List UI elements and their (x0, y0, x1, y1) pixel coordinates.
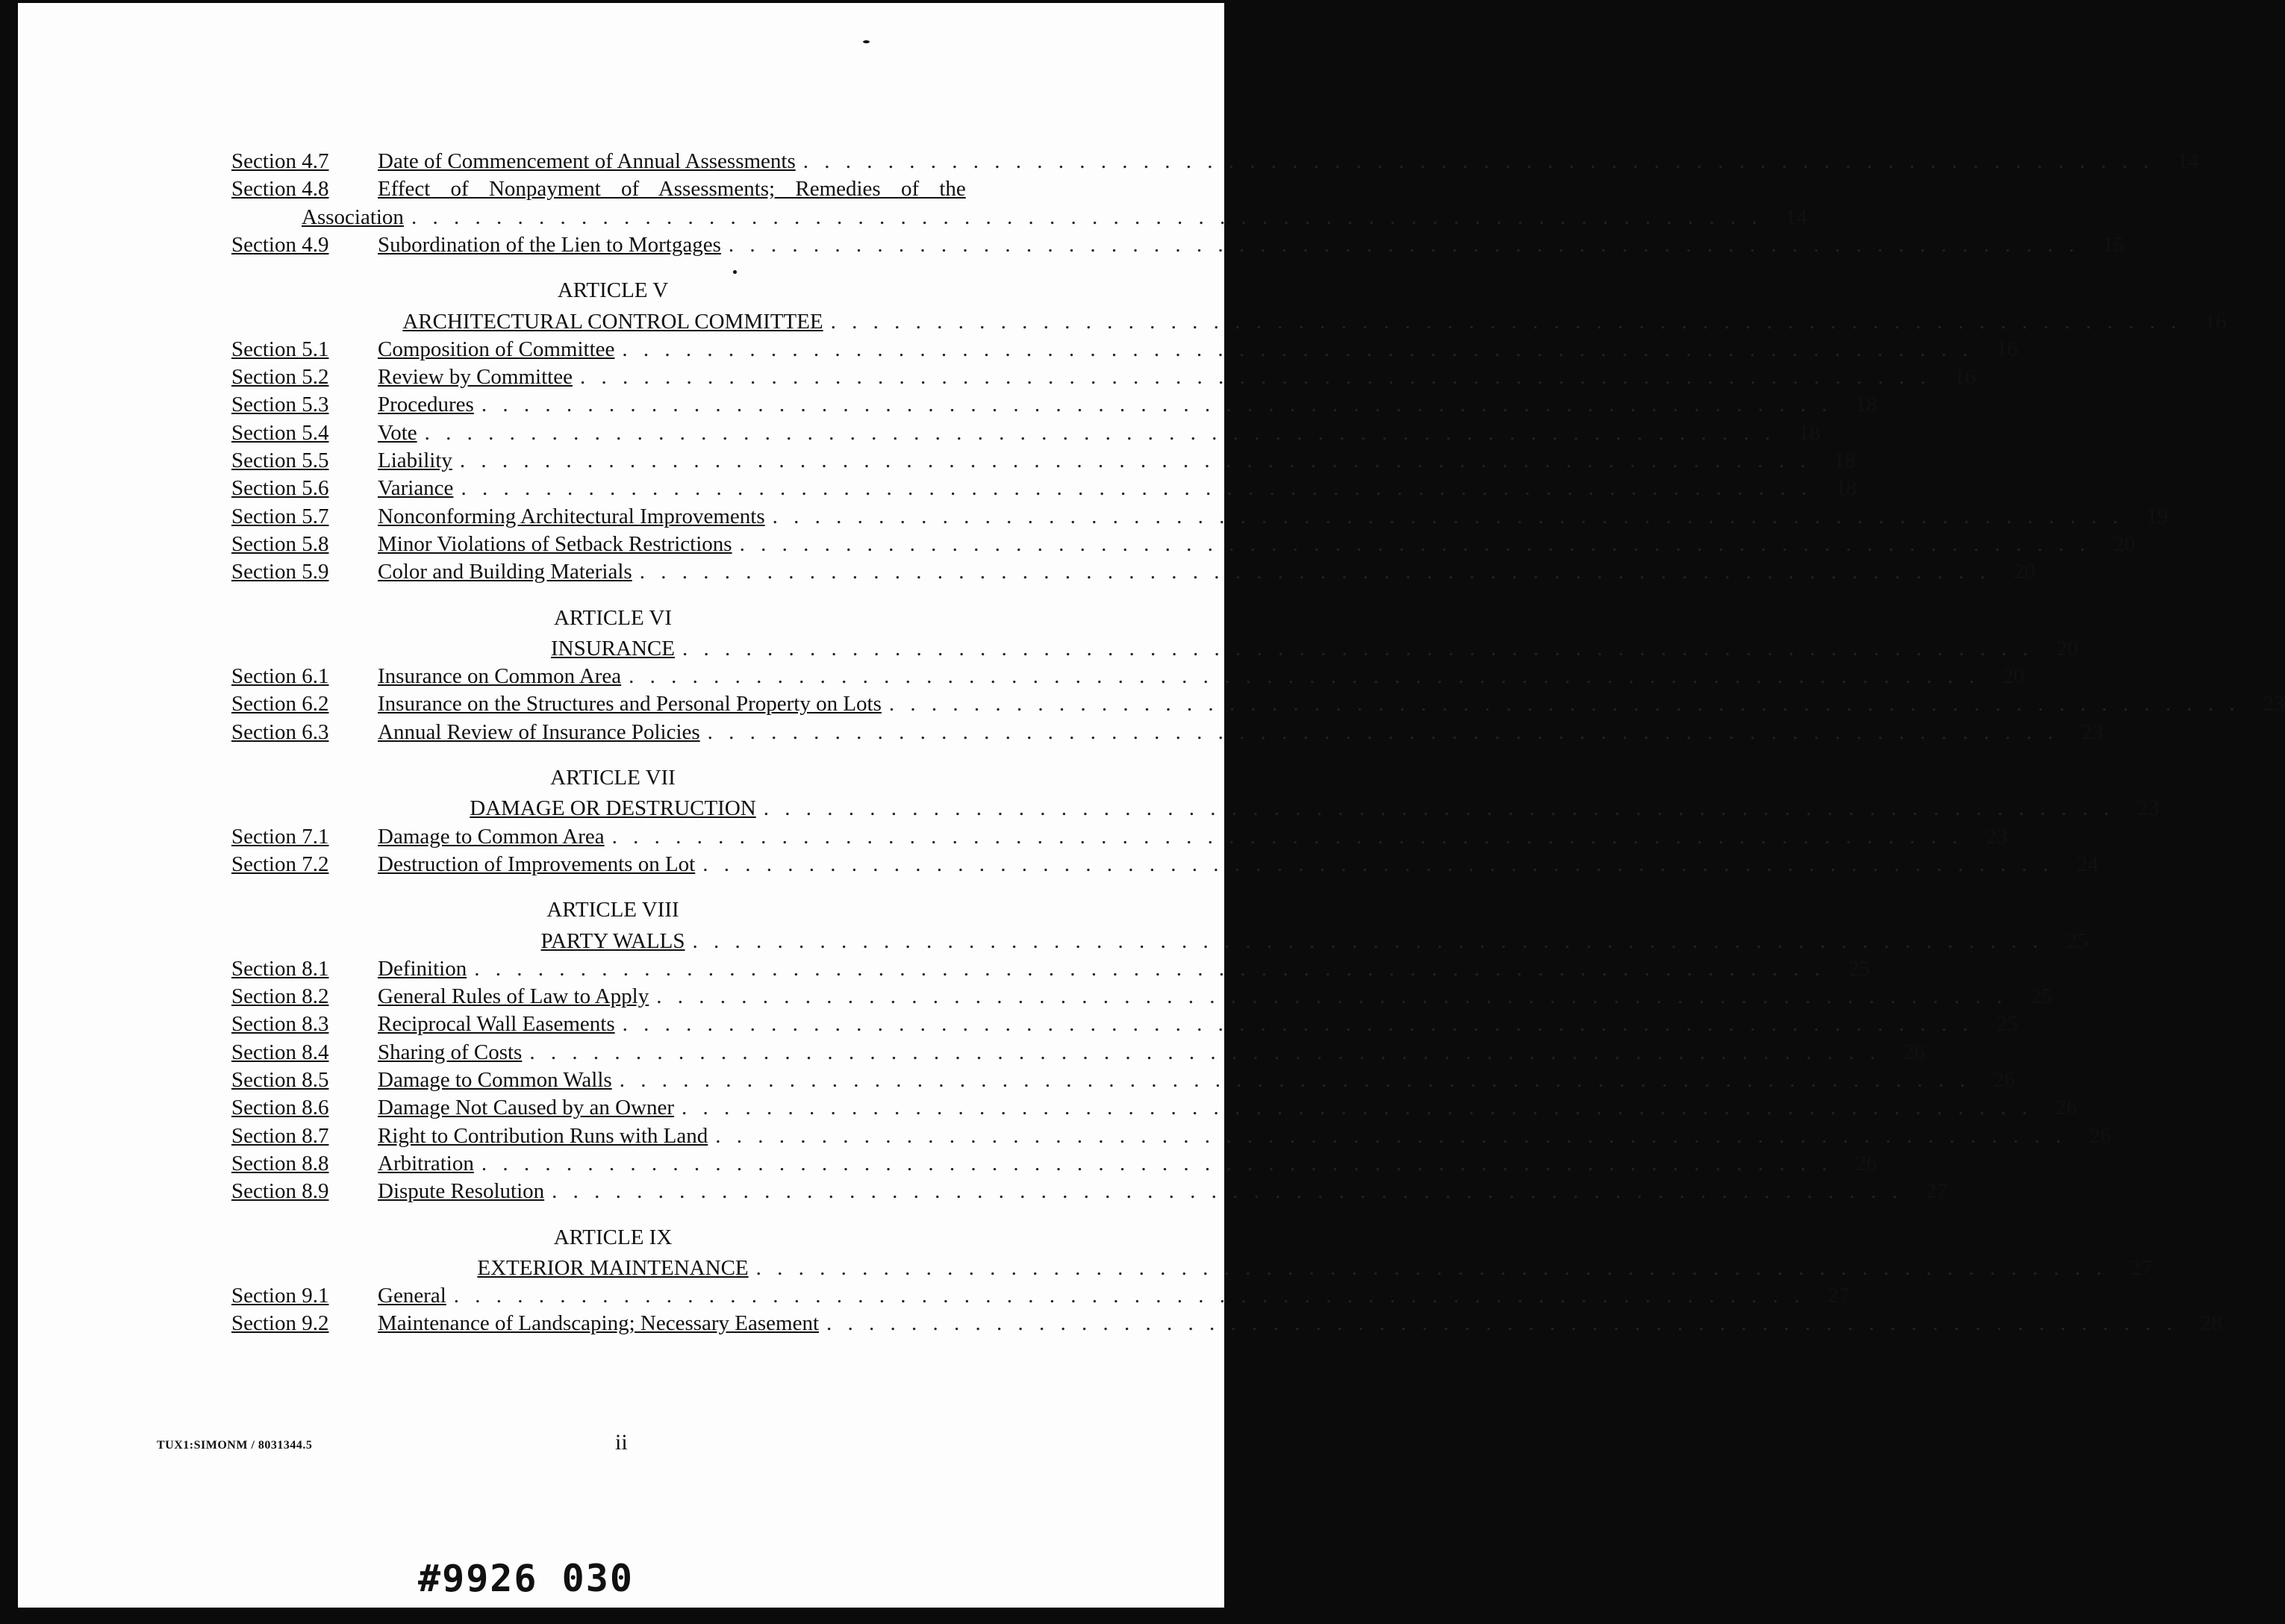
section-title[interactable]: Insurance on Common Area (378, 664, 622, 689)
section-number[interactable]: Section 8.5 (231, 1068, 329, 1092)
section-number[interactable]: Section 7.2 (231, 852, 329, 876)
section-number[interactable]: Section 5.8 (231, 531, 329, 556)
section-number[interactable]: Section 6.2 (231, 692, 329, 716)
article-number: ARTICLE VI (553, 605, 672, 630)
article-heading-row[interactable] (231, 632, 2078, 662)
section-title[interactable]: General (378, 1284, 446, 1308)
section-title[interactable]: Minor Violations of Setback Restrictions (378, 531, 732, 556)
toc-entry-continuation[interactable] (302, 201, 1807, 231)
article-number: ARTICLE V (557, 278, 669, 303)
leader-dots: . . . . . . . . . . . . . . . . . . . . . . . . . . . . . . . . . . . . . . . . . . . . . . . . . . . . . . . . . . . . . . . . (474, 956, 1825, 981)
leader-dots: . . . . . . . . . . . . . . . . . . . . . . . . . . . . . . . . . . . . . . . . . . . . . . . . . . . . . . . . . . . . . . . . (552, 1179, 1903, 1204)
section-title[interactable]: Composition of Committee (378, 337, 615, 361)
leader-dots: . . . . . . . . . . . . . . . . . . . . . . . . . . . . . . . . . . . . . . . . . . . . . . . . . . . . . . . . . . . . . . . . (579, 365, 1931, 390)
toc-entry[interactable] (231, 360, 1976, 390)
page-ref: 16 (1954, 365, 1976, 390)
page-ref: 16 (2204, 309, 2227, 334)
page-number: ii (615, 1430, 628, 1455)
toc-entry[interactable] (231, 952, 1870, 982)
section-number[interactable]: Section 4.7 (231, 149, 329, 173)
toc-entry[interactable] (231, 472, 1857, 502)
page-ref: 18 (1798, 420, 1821, 445)
section-title[interactable]: Variance (378, 476, 454, 501)
leader-dots: . . . . . . . . . . . . . . . . . . . . . . . . . . . . . . . . . . . . . . . . . . . . . . . . . . . . . . . . . . . . . . . . (826, 1311, 2178, 1336)
section-number[interactable]: Section 8.2 (231, 984, 329, 1009)
section-title[interactable]: Destruction of Improvements on Lot (378, 852, 696, 876)
leader-dots: . . . . . . . . . . . . . . . . . . . . . . . . . . . . . . . . . . . . . . . . . . . . . . . . . . . . . . . . . . . . . . . . (702, 852, 2054, 876)
section-number[interactable]: Section 5.4 (231, 420, 329, 445)
page-ref: 20 (2056, 636, 2078, 660)
page-ref: 28 (2200, 1311, 2222, 1336)
section-title[interactable]: General Rules of Law to Apply (378, 984, 649, 1009)
page-ref: 26 (1855, 1151, 1877, 1175)
section-title[interactable]: Liability (378, 449, 452, 472)
section-title[interactable]: Sharing of Costs (378, 1040, 523, 1064)
section-number[interactable]: Section 8.9 (231, 1179, 329, 1204)
leader-dots: . . . . . . . . . . . . . . . . . . . . . . . . . . . . . . . . . . . . . . . . . . . . . . . . . . . . . . . . . . . . . . . . (763, 796, 2115, 821)
article-number: ARTICLE VII (550, 766, 676, 790)
page-ref: 18 (1835, 476, 1857, 501)
leader-dots: . . . . . . . . . . . . . . . . . . . . . . . . . . . . . . . . . . . . . . . . . . . . . . . . . . . . . . . . . . . . . . . . (682, 636, 2033, 660)
section-number[interactable]: Section 5.5 (231, 449, 329, 472)
page-ref: 23 (1986, 824, 2008, 849)
leader-dots: . . . . . . . . . . . . . . . . . . . . . . . . . . . . . . . . . . . . . . . . . . . . . . . . . . . . . . . . . . . . . . . . (629, 664, 1980, 689)
leader-dots: . . . . . . . . . . . . . . . . . . . . . . . . . . . . . . . . . . . . . . . . . . . . . . . . . . . . . . . . . . . . . . . . (622, 1012, 1974, 1037)
article-number: ARTICLE IX (553, 1225, 673, 1249)
leader-dots: . . . . . . . . . . . . . . . . . . . . . . . . . . . . . . . . . . . . . . . . . . . . . . . . . . . . . . . . . . . . . . . . (639, 560, 1991, 584)
scan-speck (863, 40, 870, 43)
document-page (18, 3, 2285, 1608)
section-title[interactable]: Nonconforming Architectural Improvements (378, 504, 765, 528)
section-title[interactable]: Dispute Resolution (378, 1179, 545, 1204)
leader-dots: . . . . . . . . . . . . . . . . . . . . . . . . . . . . . . . . . . . . . . . . . . . . . . . . . . . . . . . . . . . . . . . . (424, 420, 1776, 445)
document-id: TUX1:SIMONM / 8031344.5 (157, 1439, 313, 1452)
page-ref: 27 (2130, 1255, 2152, 1280)
leader-dots: . . . . . . . . . . . . . . . . . . . . . . . . . . . . . . . . . . . . . . . . . . . . . . . . . . . . . . . . . . . . . . . . (611, 824, 1963, 849)
section-title[interactable]: Subordination of the Lien to Mortgages (378, 232, 721, 257)
toc-entry[interactable] (231, 687, 2285, 717)
toc-entry[interactable] (231, 848, 2098, 878)
page-ref: 24 (2077, 852, 2098, 876)
section-title[interactable]: Effect of Nonpayment of Assessments; Remedies of the (378, 177, 966, 202)
toc-entry[interactable] (231, 1175, 1948, 1205)
page-ref: 27 (1827, 1284, 1850, 1308)
section-number[interactable]: Section 8.1 (231, 956, 329, 981)
page-ref: 26 (2055, 1096, 2077, 1120)
section-title[interactable]: Color and Building Materials (378, 560, 632, 584)
leader-dots: . . . . . . . . . . . . . . . . . . . . . . . . . . . . . . . . . . . . . . . . . . . . . . . . . . . . . . . . . . . . . . . . (481, 393, 1833, 417)
leader-dots: . . . . . . . . . . . . . . . . . . . . . . . . . . . . . . . . . . . . . . . . . . . . . . . . . . . . . . . . . . . . . . . . (830, 309, 2182, 334)
article-title[interactable]: EXTERIOR MAINTENANCE (477, 1255, 749, 1280)
leader-dots: . . . . . . . . . . . . . . . . . . . . . . . . . . . . . . . . . . . . . . . . . . . . . . . . . . . . . . . . . . . . . . . . (622, 337, 1974, 361)
toc-entry[interactable] (231, 172, 1047, 202)
section-number[interactable]: Section 8.3 (231, 1012, 329, 1037)
section-title[interactable]: Arbitration (378, 1151, 474, 1175)
page-ref: 23 (2263, 692, 2285, 716)
leader-dots: . . . . . . . . . . . . . . . . . . . . . . . . . . . . . . . . . . . . . . . . . . . . . . . . . . . . . . . . . . . . . . . . (755, 1255, 2107, 1280)
article-title[interactable]: INSURANCE (551, 636, 675, 660)
leader-dots: . . . . . . . . . . . . . . . . . . . . . . . . . . . . . . . . . . . . . . . . . . . . . . . . . . . . . . . . . . . . . . . . (728, 232, 2080, 257)
section-number[interactable]: Section 5.7 (231, 504, 329, 528)
leader-dots: . . . . . . . . . . . . . . . . . . . . . . . . . . . . . . . . . . . . . . . . . . . . . . . . . . . . . . . . . . . . . . . . (481, 1151, 1833, 1175)
toc-entry[interactable] (231, 500, 2169, 530)
section-number[interactable]: Section 8.7 (231, 1123, 329, 1148)
section-title[interactable]: Maintenance of Landscaping; Necessary Easement (378, 1311, 820, 1336)
toc-entry[interactable] (231, 1091, 2077, 1121)
leader-dots: . . . . . . . . . . . . . . . . . . . . . . . . . . . . . . . . . . . . . . . . . . . . . . . . . . . . . . . . . . . . . . . . (707, 719, 2059, 744)
page-ref: 19 (2146, 504, 2169, 528)
toc-entry[interactable] (231, 1279, 1850, 1309)
page-ref: 25 (2066, 928, 2089, 953)
section-number[interactable]: Section 9.2 (231, 1311, 329, 1336)
page-ref: 14 (2177, 149, 2199, 173)
page-ref: 25 (1996, 1012, 2019, 1037)
section-title[interactable]: Date of Commencement of Annual Assessments (378, 149, 796, 173)
toc-entry[interactable] (231, 1119, 2112, 1149)
page-ref: 26 (2089, 1123, 2112, 1148)
section-title[interactable]: Review by Committee (378, 365, 573, 390)
leader-dots: . . . . . . . . . . . . . . . . . . . . . . . . . . . . . . . . . . . . . . . . . . . . . . . . . . . . . . . . . . . . . . . . (739, 531, 2091, 556)
toc-entry[interactable] (231, 1064, 2016, 1093)
toc-entry[interactable] (231, 1008, 2019, 1037)
section-number[interactable]: Section 5.9 (231, 560, 329, 584)
section-number[interactable]: Section 5.3 (231, 393, 329, 417)
toc-entry[interactable] (231, 228, 2125, 258)
page-ref: 25 (1848, 956, 1870, 981)
section-number[interactable]: Section 5.2 (231, 365, 329, 390)
leader-dots: . . . . . . . . . . . . . . . . . . . . . . . . . . . . . . . . . . . . . . . . . . . . . . . . . . . . . . . . . . . . . . . . (692, 928, 2044, 953)
section-title[interactable]: Reciprocal Wall Easements (378, 1012, 615, 1037)
article-heading-row[interactable] (231, 305, 2227, 335)
page-ref: 15 (2102, 232, 2125, 257)
section-title-continued[interactable]: Association (302, 204, 404, 229)
toc-entry[interactable] (231, 145, 2199, 175)
article-title[interactable]: PARTY WALLS (540, 928, 685, 953)
section-title[interactable]: Vote (378, 420, 417, 445)
section-number[interactable]: Section 6.1 (231, 664, 329, 689)
article-heading-row[interactable] (231, 1252, 2152, 1281)
leader-dots: . . . . . . . . . . . . . . . . . . . . . . . . . . . . . . . . . . . . . . . . . . . . . . . . . . . . . . . . . . . . . . . . (459, 449, 1811, 472)
section-title[interactable]: Definition (378, 956, 467, 981)
page-ref: 25 (2030, 984, 2052, 1009)
leader-dots: . . . . . . . . . . . . . . . . . . . . . . . . . . . . . . . . . . . . . . . . . . . . . . . . . . . . . . . . . . . . . . . . (461, 476, 1812, 501)
article-heading-row[interactable] (231, 925, 2089, 955)
bates-stamp: #9926 030 (418, 1557, 634, 1600)
section-number[interactable]: Section 4.8 (231, 177, 329, 202)
toc-entry[interactable] (231, 444, 1856, 474)
section-title[interactable]: Annual Review of Insurance Policies (378, 719, 700, 744)
toc-entry[interactable] (231, 660, 2024, 690)
article-heading-row[interactable] (231, 792, 2160, 822)
section-number[interactable]: Section 8.4 (231, 1040, 329, 1064)
section-number[interactable]: Section 9.1 (231, 1284, 329, 1308)
section-number[interactable]: Section 8.6 (231, 1096, 329, 1120)
section-number[interactable]: Section 5.6 (231, 476, 329, 501)
toc-entry[interactable] (231, 528, 2136, 558)
scan-speck (733, 270, 737, 274)
page-ref: 14 (1785, 204, 1807, 229)
page-ref: 26 (1904, 1040, 1926, 1064)
section-title[interactable]: Damage to Common Area (378, 824, 605, 849)
page-ref: 18 (1855, 393, 1877, 417)
leader-dots: . . . . . . . . . . . . . . . . . . . . . . . . . . . . . . . . . . . . . . . . . . . . . . . . . . . . . . . . . . . . . . . . (656, 984, 2007, 1009)
section-number[interactable]: Section 8.8 (231, 1151, 329, 1175)
leader-dots: . . . . . . . . . . . . . . . . . . . . . . . . . . . . . . . . . . . . . . . . . . . . . . . . . . . . . . . . . . . . . . . . (802, 149, 2154, 173)
section-number[interactable]: Section 7.1 (231, 824, 329, 849)
toc-entry[interactable] (231, 388, 1877, 418)
toc-entry[interactable] (231, 1307, 2222, 1337)
section-number[interactable]: Section 6.3 (231, 719, 329, 744)
leader-dots: . . . . . . . . . . . . . . . . . . . . . . . . . . . . . . . . . . . . . . . . . . . . . . . . . . . . . . . . . . . . . . . . (453, 1284, 1805, 1308)
leader-dots: . . . . . . . . . . . . . . . . . . . . . . . . . . . . . . . . . . . . . . . . . . . . . . . . . . . . . . . . . . . . . . . . (682, 1096, 2033, 1120)
page-ref: 20 (2002, 664, 2024, 689)
section-title[interactable]: Damage Not Caused by an Owner (378, 1096, 675, 1120)
leader-dots: . . . . . . . . . . . . . . . . . . . . . . . . . . . . . . . . . . . . . . . . . . . . . . . . . . . . . . . . . . . . . . . . (888, 692, 2240, 716)
section-title[interactable]: Right to Contribution Runs with Land (378, 1123, 708, 1148)
section-title[interactable]: Procedures (378, 393, 474, 417)
article-title[interactable]: DAMAGE OR DESTRUCTION (470, 796, 756, 821)
page-ref: 23 (2137, 796, 2160, 821)
section-number[interactable]: Section 4.9 (231, 232, 329, 257)
section-title[interactable]: Insurance on the Structures and Personal Property on Lots (378, 692, 882, 716)
article-number: ARTICLE VIII (546, 898, 679, 922)
leader-dots: . . . . . . . . . . . . . . . . . . . . . . . . . . . . . . . . . . . . . . . . . . . . . . . . . . . . . . . . . . . . . . . . (772, 504, 2124, 528)
leader-dots: . . . . . . . . . . . . . . . . . . . . . . . . . . . . . . . . . . . . . . . . . . . . . . . . . . . . . . . . . . . . . . . . (529, 1040, 1881, 1064)
page-ref: 26 (1993, 1068, 2016, 1092)
page-ref: 27 (1925, 1179, 1948, 1204)
article-title[interactable]: ARCHITECTURAL CONTROL COMMITTEE (402, 309, 823, 334)
section-number[interactable]: Section 5.1 (231, 337, 329, 361)
toc-entry[interactable] (231, 416, 1821, 446)
page-ref: 16 (1996, 337, 2019, 361)
toc-entry[interactable] (231, 1147, 1877, 1177)
toc-entry[interactable] (231, 980, 2052, 1010)
page-ref: 23 (2081, 719, 2104, 744)
page-ref: 18 (1833, 449, 1856, 472)
leader-dots: . . . . . . . . . . . . . . . . . . . . . . . . . . . . . . . . . . . . . . . . . . . . . . . . . . . . . . . . . . . . . . . . (715, 1123, 2067, 1148)
page-ref: 20 (2113, 531, 2136, 556)
page-ref: 20 (2013, 560, 2036, 584)
toc-entry[interactable] (231, 333, 2019, 363)
toc-entry[interactable] (231, 716, 2104, 746)
leader-dots: . . . . . . . . . . . . . . . . . . . . . . . . . . . . . . . . . . . . . . . . . . . . . . . . . . . . . . . . . . . . . . . . (619, 1068, 1971, 1092)
leader-dots: . . . . . . . . . . . . . . . . . . . . . . . . . . . . . . . . . . . . . . . . . . . . . . . . . . . . . . . . . . . . . . . . (411, 204, 1762, 229)
table-of-contents (18, 3, 2285, 1608)
toc-entry[interactable] (231, 1036, 1926, 1066)
toc-entry[interactable] (231, 555, 2036, 585)
toc-entry[interactable] (231, 820, 2008, 850)
section-title[interactable]: Damage to Common Walls (378, 1068, 612, 1092)
